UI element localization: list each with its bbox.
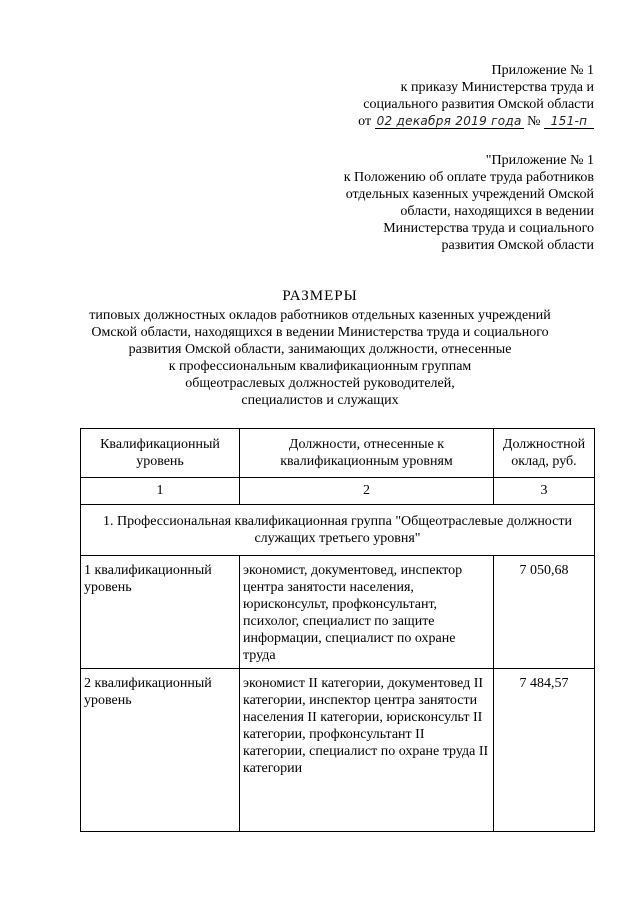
table-header-row xyxy=(81,429,595,478)
number-sign-label: № xyxy=(527,114,541,129)
order-reference-line: к приказу Министерства труда и xyxy=(400,80,594,95)
document-title-block xyxy=(60,288,580,409)
appendix-to-regulation-block xyxy=(344,152,594,254)
appendix-line: к Положению об оплате труда работников xyxy=(343,170,594,185)
title-subline: общеотраслевых должностей руководителей, xyxy=(185,376,455,391)
salary-table xyxy=(80,428,595,832)
column-number: 1 xyxy=(81,478,240,505)
appendix-to-order-block xyxy=(358,62,594,130)
qualification-level-cell: 1 квалификационный уровень xyxy=(81,556,240,669)
header-qualification-level: Квалификационный уровень xyxy=(81,429,240,478)
appendix-line: развития Омской области xyxy=(441,238,594,253)
document-title: РАЗМЕРЫ xyxy=(282,288,358,304)
order-date-number-line xyxy=(358,113,594,130)
header-salary: Должностной оклад, руб. xyxy=(494,429,595,478)
group-row xyxy=(81,505,595,556)
title-subline: Омской области, находящихся в ведении Министерства труда и социального xyxy=(91,325,549,340)
table-row xyxy=(81,669,595,832)
ministry-line: социального развития Омской области xyxy=(363,97,594,112)
handwritten-order-number: 151-п xyxy=(544,114,594,129)
salary-cell: 7 050,68 xyxy=(494,556,595,669)
appendix-line: области, находящихся в ведении xyxy=(400,204,594,219)
handwritten-order-date: 02 декабря 2019 года xyxy=(376,114,522,128)
positions-cell: экономист, документовед, инспектор центра занятости населения, юрисконсульт, профконсультант, психолог, специалист по защите информации, специалист по охране труда xyxy=(240,556,494,669)
appendix-line: "Приложение № 1 xyxy=(485,153,594,168)
title-subline: специалистов и служащих xyxy=(241,393,399,408)
from-label: от xyxy=(358,114,372,129)
appendix-line: отдельных казенных учреждений Омской xyxy=(345,187,594,202)
appendix-line: Министерства труда и социального xyxy=(383,221,594,236)
professional-group-title: 1. Профессиональная квалификационная группа "Общеотраслевые должности служащих третьего уровня" xyxy=(81,505,595,556)
title-subline: типовых должностных окладов работников отдельных казенных учреждений xyxy=(89,308,551,323)
positions-cell: экономист II категории, документовед II категории, инспектор центра занятости населения II категории, юрисконсульт II категории, профконсультант II категории, специалист по охране труда II категории xyxy=(240,669,494,832)
title-subline: развития Омской области, занимающих должности, отнесенные xyxy=(128,342,512,357)
column-number-row xyxy=(81,478,595,505)
column-number: 3 xyxy=(494,478,595,505)
title-subline: к профессиональным квалификационным группам xyxy=(168,359,472,374)
appendix-number-line: Приложение № 1 xyxy=(491,63,594,78)
header-positions: Должности, отнесенные к квалификационным уровням xyxy=(240,429,494,478)
column-number: 2 xyxy=(240,478,494,505)
salary-cell: 7 484,57 xyxy=(494,669,595,832)
qualification-level-cell: 2 квалификационный уровень xyxy=(81,669,240,832)
table-row xyxy=(81,556,595,669)
